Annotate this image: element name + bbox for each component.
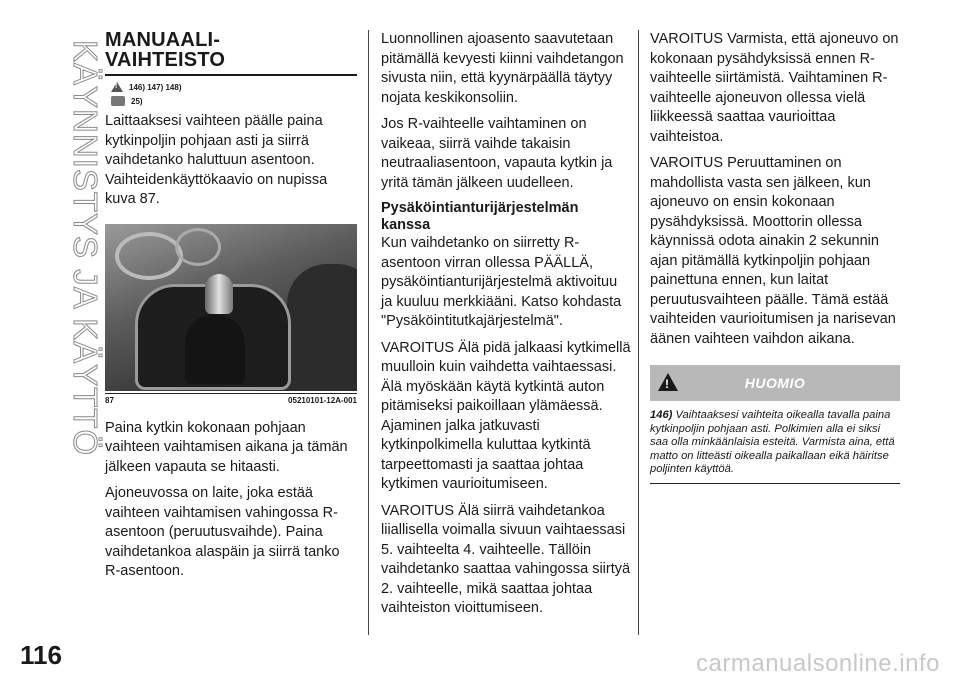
- gear-shift-photo: [105, 224, 357, 391]
- paragraph: Kun vaihdetanko on siirretty R-asentoon virran ollessa PÄÄLLÄ, pysäköintianturijärjestelmä aktivoituu ja kuuluu merkkiääni. Katso kohdasta "Pysäköintitutkajärjestelmä".: [381, 235, 622, 329]
- column-3: [650, 30, 900, 484]
- warning-reference-numbers: 146) 147) 148): [129, 82, 182, 92]
- paragraph: Laittaaksesi vaihteen päälle paina kytkinpoljin pohjaan asti ja siirrä vaihdetanko haluttuun asentoon. Vaihteidenkäyttökaavio on nupissa kuva 87.: [105, 113, 328, 207]
- paragraph: VAROITUS Peruuttaminen on mahdollista vasta sen jälkeen, kun ajoneuvo on ensin kokonaan pysähdyksissä. Moottorin ollessa käynnissä odota ainakin 2 sekunnin ajan pitämällä kytkinpoljin pohjaan painettuna ennen, kun laitat peruutusvaihteen päälle. Tämä estää vaihteiden vaurioitumisen ja narisevan äänen vaihteen vaihdon aikana.: [650, 155, 896, 347]
- caution-header: [650, 365, 900, 401]
- paragraph: VAROITUS Älä siirrä vaihdetankoa liiallisella voimalla sivuun vaihtaessasi 5. vaihteelta 4. vaihteelle. Tällöin vaihdetanko saattaa vahingossa siirtyä 2. vaihteelle, mikä saattaa johtaa vaihteiston vioittumiseen.: [381, 502, 631, 616]
- column-1: [105, 30, 357, 589]
- chapter-tab-label: KÄYNNISTYS JA KÄYTTÖ: [67, 40, 104, 457]
- column-2: [381, 30, 631, 626]
- note-hand-icon: [111, 96, 125, 106]
- section-title: [105, 30, 357, 70]
- warning-triangle-icon: [111, 82, 123, 92]
- caution-box: [650, 365, 900, 484]
- warning-references: [111, 82, 357, 92]
- side-tab: [14, 20, 104, 457]
- caution-title: HUOMIO: [744, 375, 806, 391]
- figure-code: 05210101-12A-001: [288, 395, 357, 405]
- air-vent: [115, 232, 183, 280]
- shift-boot: [185, 314, 245, 384]
- paragraph: Jos R-vaihteelle vaihtaminen on vaikeaa, siirrä vaihde takaisin neutraaliasentoon, vapauta kytkin ja yritä tämän jälkeen uudelleen.: [381, 116, 613, 191]
- paragraph: VAROITUS Älä pidä jalkaasi kytkimellä muulloin kuin vaihdetta vaihtaessasi. Älä myöskään käytä kytkintä auton pitämiseksi paikoillaan ylämäessä. Ajaminen jalka jatkuvasti kytkinpolkimella kuluttaa kytkintä tarpeettomasti ja saattaa johtaa kytkimen vaurioitumiseen.: [381, 339, 631, 492]
- figure-number: 87: [105, 395, 114, 405]
- paragraph: Luonnollinen ajoasento saavutetaan pitämällä kevyesti kiinni vaihdetangon sivusta niin, että kyynärpäällä täytyy nojata keskikonsoliin.: [381, 31, 624, 106]
- section-title-line1: MANUAALI-: [105, 29, 221, 51]
- watermark: carmanualsonline.info: [696, 650, 940, 677]
- air-vent: [175, 228, 221, 266]
- caution-body: [650, 401, 900, 484]
- section-title-line2: VAIHTEISTO: [105, 49, 226, 71]
- shift-knob: [205, 274, 233, 314]
- note-references: [111, 96, 357, 106]
- caution-text: Vaihtaaksesi vaihteita oikealla tavalla paina kytkinpoljin pohjaan asti. Polkimien alla ei siksi saa olla minkäänlaisia esteitä. Varmista aina, että matto on litteästi oikealla paikallaan eikä häiritse poljinten käyttöä.: [650, 409, 895, 475]
- warning-triangle-icon: [658, 373, 678, 391]
- paragraph: Paina kytkin kokonaan pohjaan vaihteen vaihtamisen aikana ja tämän jälkeen vapauta se hitaasti.: [105, 419, 348, 475]
- subheading: Pysäköintianturijärjestelmän kanssa: [381, 200, 579, 233]
- column-divider: [368, 30, 369, 635]
- paragraph: VAROITUS Varmista, että ajoneuvo on kokonaan pysähdyksissä ennen R-vaihteelle siirtämistä. Vaihtaminen R-vaihteelle ajoneuvon ollessa vielä liikkeessä saattaa vaurioittaa vaihteistoa.: [650, 31, 899, 145]
- column-divider: [638, 30, 639, 635]
- page-number: 116: [20, 640, 62, 670]
- seat: [287, 264, 357, 391]
- note-reference-numbers: 25): [131, 96, 143, 106]
- title-rule: [105, 74, 357, 76]
- caution-number: 146): [650, 409, 673, 421]
- figure-caption: [105, 393, 357, 405]
- paragraph: Ajoneuvossa on laite, joka estää vaihteen vaihtamisen vahingossa R-asentoon (peruutusvaihde). Paina vaihdetankoa alaspäin ja siirrä tanko R-asentoon.: [105, 485, 340, 579]
